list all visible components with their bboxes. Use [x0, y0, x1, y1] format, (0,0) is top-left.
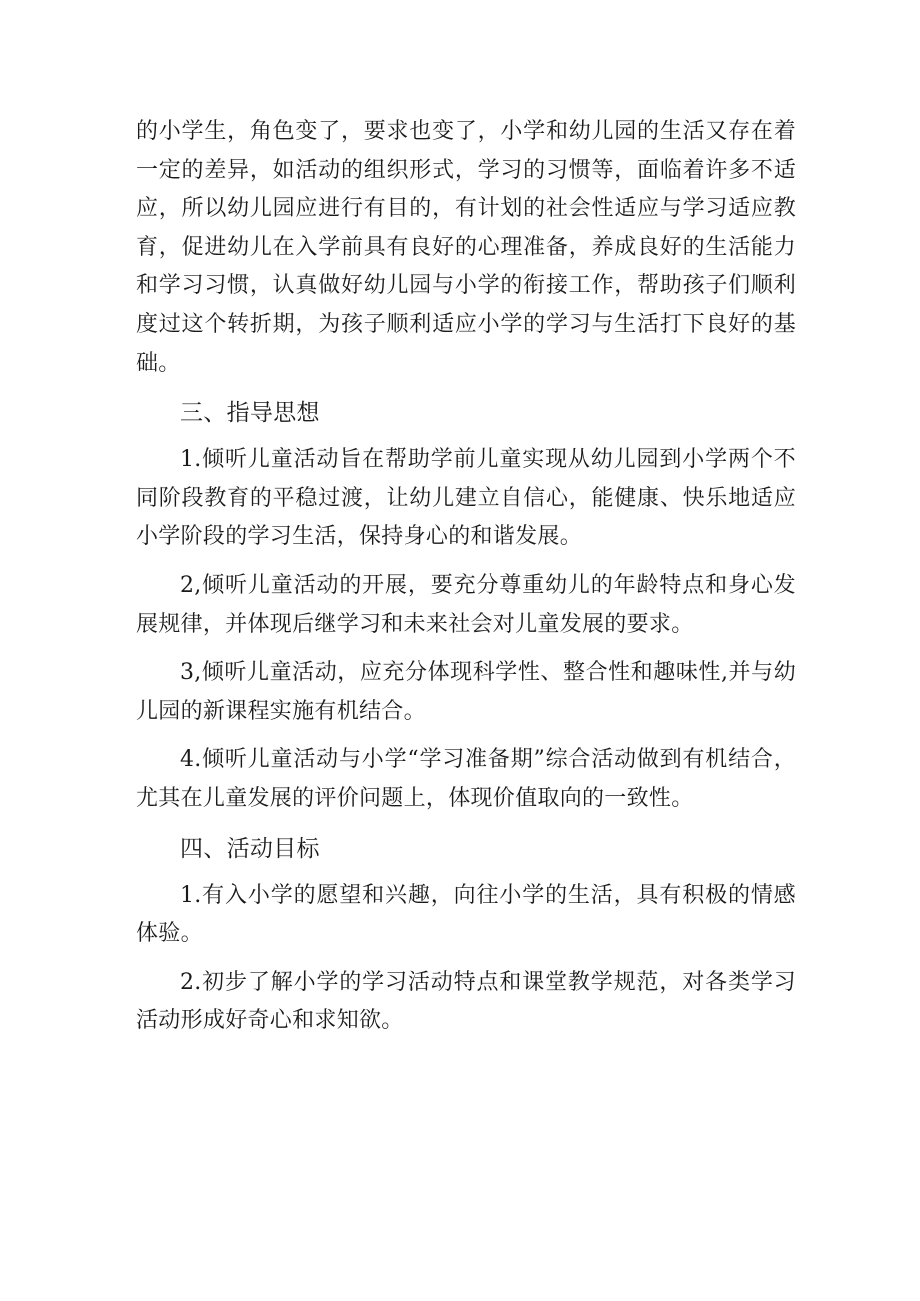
- guiding-ideology-item-2: 2,倾听儿童活动的开展，要充分尊重幼儿的年龄特点和身心发展规律，并体现后继学习和未来社会对儿童发展的要求。: [136, 572, 796, 637]
- section-heading-activity-goals: 四、活动目标: [180, 835, 320, 862]
- document-body: [136, 113, 796, 1041]
- intro-paragraph: 的小学生，角色变了，要求也变了，小学和幼儿园的生活又存在着一定的差异，如活动的组织形式，学习的习惯等，面临着许多不适应，所以幼儿园应进行有目的，有计划的社会性适应与学习适应教育，促进幼儿在入学前具有良好的心理准备，养成良好的生活能力和学习习惯，认真做好幼儿园与小学的衔接工作，帮助孩子们顺利度过这个转折期，为孩子顺利适应小学的学习与生活打下良好的基础。: [136, 119, 796, 376]
- activity-goal-item-1: 1.有入小学的愿望和兴趣，向往小学的生活，具有积极的情感体验。: [136, 882, 796, 947]
- section-heading-guiding-ideology: 三、指导思想: [180, 400, 320, 427]
- guiding-ideology-item-4: 4.倾听儿童活动与小学“学习准备期”综合活动做到有机结合，尤其在儿童发展的评价问题上，体现价值取向的一致性。: [136, 747, 796, 811]
- guiding-ideology-item-3: 3,倾听儿童活动，应充分体现科学性、整合性和趣味性,并与幼儿园的新课程实施有机结合。: [136, 660, 796, 724]
- guiding-ideology-item-1: 1.倾听儿童活动旨在帮助学前儿童实现从幼儿园到小学两个不同阶段教育的平稳过渡，让幼儿建立自信心，能健康、快乐地适应小学阶段的学习生活，保持身心的和谐发展。: [136, 447, 796, 550]
- activity-goal-item-2: 2.初步了解小学的学习活动特点和课堂教学规范，对各类学习活动形成好奇心和求知欲。: [136, 969, 796, 1034]
